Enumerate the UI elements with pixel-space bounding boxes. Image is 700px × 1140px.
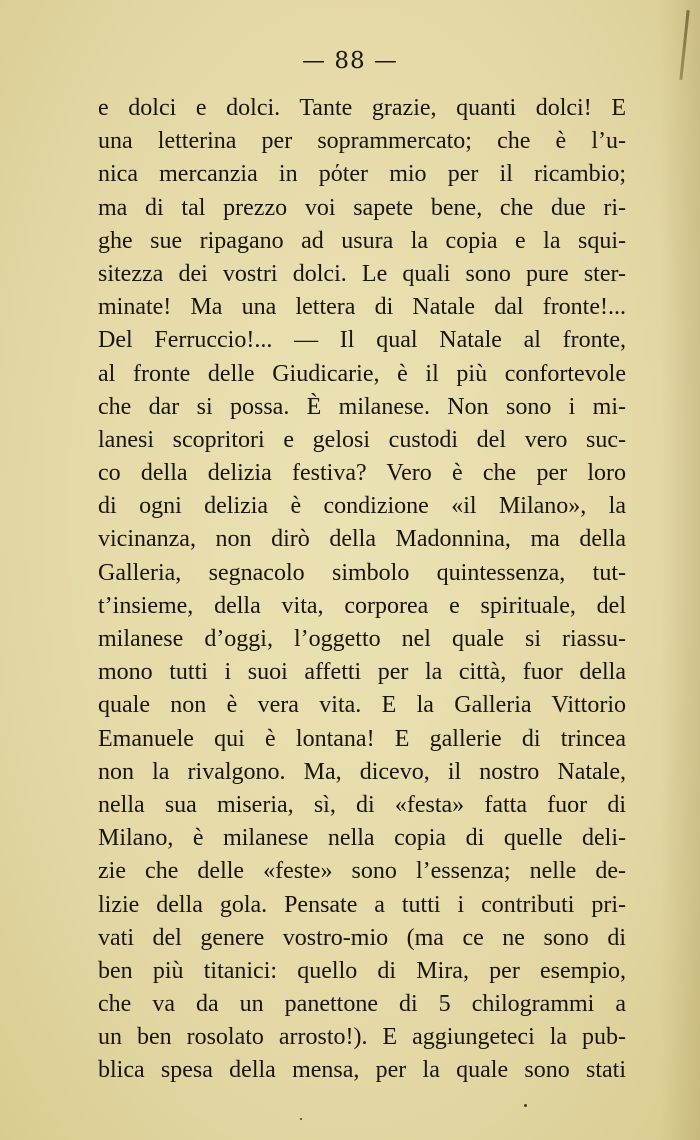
text-line: una letterina per soprammercato; che è l’u- bbox=[98, 128, 626, 155]
text-line: al fronte delle Giudicarie, è il più confortevole bbox=[98, 360, 626, 387]
text-line: che dar si possa. È milanese. Non sono i mi- bbox=[98, 393, 626, 420]
text-line: co della delizia festiva? Vero è che per loro bbox=[98, 460, 626, 487]
text-line: minate! Ma una lettera di Natale dal fronte!... bbox=[98, 294, 626, 321]
text-line: sitezza dei vostri dolci. Le quali sono pure ster- bbox=[98, 260, 626, 287]
text-line: vicinanza, non dirò della Madonnina, ma della bbox=[98, 526, 626, 553]
paper-speck bbox=[524, 1104, 527, 1107]
body-text bbox=[98, 92, 626, 1088]
text-line: lanesi scopritori e gelosi custodi del vero suc- bbox=[98, 426, 626, 453]
text-line: milanese d’oggi, l’oggetto nel quale si riassu- bbox=[98, 626, 626, 652]
text-line: Del Ferruccio!... — Il qual Natale al fronte, bbox=[98, 327, 626, 354]
text-line: blica spesa della mensa, per la quale sono stati bbox=[98, 1057, 626, 1084]
text-line: Galleria, segnacolo simbolo quintessenza, tut- bbox=[98, 559, 626, 586]
text-line: di ogni delizia è condizione «il Milano», la bbox=[98, 493, 626, 520]
text-line: mono tutti i suoi affetti per la città, fuor della bbox=[98, 659, 626, 686]
text-line: vati del genere vostro-mio (ma ce ne sono di bbox=[98, 924, 626, 951]
paper-speck bbox=[300, 1118, 302, 1120]
text-line: un ben rosolato arrosto!). E aggiungeteci la pub- bbox=[98, 1024, 626, 1051]
page-number: — 88 — bbox=[302, 48, 398, 74]
text-line: nica mercanzia in pόter mio per il ricambio; bbox=[98, 161, 626, 188]
text-line: e dolci e dolci. Tante grazie, quanti dolci! E bbox=[98, 95, 626, 121]
text-line: Emanuele qui è lontana! E gallerie di trincea bbox=[98, 725, 626, 752]
text-line: Milano, è milanese nella copia di quelle deli- bbox=[98, 825, 626, 852]
text-line: che va da un panettone di 5 chilogrammi a bbox=[98, 991, 626, 1018]
text-line: zie che delle «feste» sono l’essenza; nelle de- bbox=[98, 858, 626, 885]
text-line: ben più titanici: quello di Mira, per esempio, bbox=[98, 957, 626, 984]
text-line: ghe sue ripagano ad usura la copia e la squi- bbox=[98, 227, 626, 254]
text-line: lizie della gola. Pensate a tutti i contributi pri- bbox=[98, 891, 626, 918]
text-line: non la rivalgono. Ma, dicevo, il nostro Natale, bbox=[98, 758, 626, 785]
text-line: quale non è vera vita. E la Galleria Vittorio bbox=[98, 692, 626, 719]
page-edge-shadow bbox=[660, 0, 700, 1140]
text-line: ma di tal prezzo voi sapete bene, che due ri- bbox=[98, 194, 626, 221]
text-line: nella sua miseria, sì, di «festa» fatta fuor di bbox=[98, 791, 626, 818]
text-line: t’insieme, della vita, corporea e spirituale, del bbox=[98, 592, 626, 619]
